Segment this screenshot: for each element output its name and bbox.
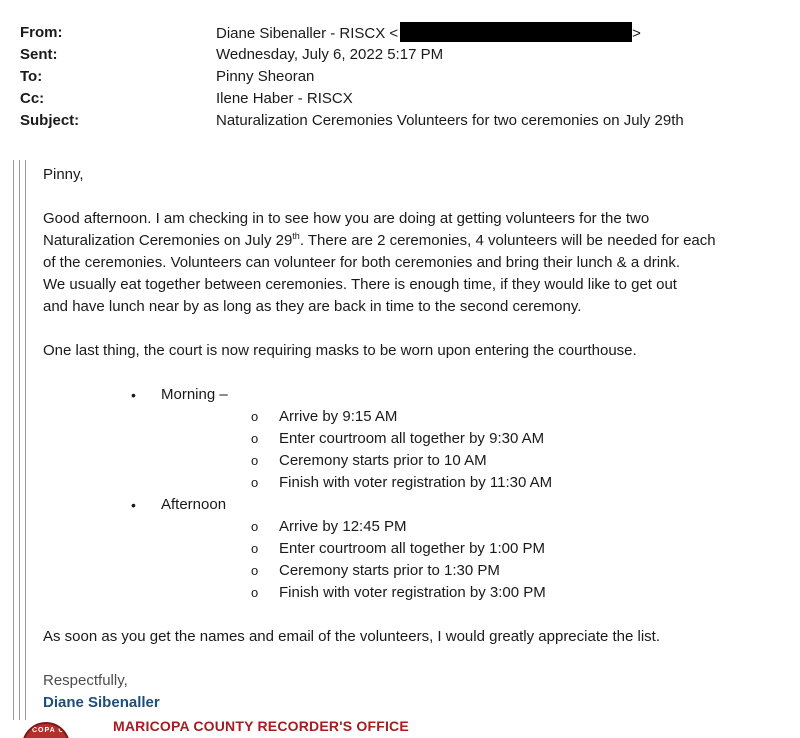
bullet-glyph: • — [131, 497, 136, 513]
sent-value: Wednesday, July 6, 2022 5:17 PM — [216, 46, 444, 63]
para1-line2-pre: Naturalization Ceremonies on July 29 — [43, 232, 293, 249]
sent-label: Sent: — [20, 46, 58, 63]
sent-row — [20, 44, 684, 66]
sub-bullet-glyph: o — [251, 453, 259, 468]
bullet-glyph: • — [131, 387, 136, 403]
subject-value: Naturalization Ceremonies Volunteers for two ceremonies on July 29th — [216, 112, 684, 129]
closing: Respectfully, — [43, 672, 128, 689]
quote-bar-outer — [13, 160, 14, 720]
signature-name: Diane Sibenaller — [43, 694, 160, 711]
schedule-label: Afternoon — [161, 496, 227, 513]
sub-bullet-glyph: o — [251, 431, 259, 446]
schedule-item — [43, 428, 793, 450]
quote-bar-inner — [25, 160, 26, 720]
para3-request: As soon as you get the names and email of the volunteers, I would greatly appreciate the list. — [43, 628, 661, 645]
from-sender: Diane Sibenaller - RISCX < — [216, 25, 399, 42]
email-header — [20, 22, 684, 132]
to-value: Pinny Sheoran — [216, 68, 315, 85]
schedule-morning — [43, 384, 793, 406]
para1-line2-sup: th — [292, 231, 300, 241]
office-name: MARICOPA COUNTY RECORDER'S OFFICE — [113, 718, 409, 734]
from-value — [216, 22, 641, 44]
schedule-label: Morning – — [161, 386, 228, 403]
sub-bullet-glyph: o — [251, 475, 259, 490]
sub-bullet-glyph: o — [251, 409, 259, 424]
sub-bullet-glyph: o — [251, 563, 259, 578]
redacted-email-block — [400, 22, 632, 42]
county-seal-icon — [22, 722, 70, 738]
email-body — [43, 164, 793, 714]
sub-bullet-glyph: o — [251, 585, 259, 600]
schedule-item — [43, 450, 793, 472]
para1-line2-post: . There are 2 ceremonies, 4 volunteers will be needed for each — [299, 232, 716, 249]
schedule-item — [43, 560, 793, 582]
cc-value: Ilene Haber - RISCX — [216, 90, 353, 107]
cc-label: Cc: — [20, 90, 45, 107]
para1-line3: of the ceremonies. Volunteers can volunteer for both ceremonies and bring their lunch & a drink. — [43, 254, 681, 271]
schedule-item-text: Ceremony starts prior to 10 AM — [279, 452, 487, 469]
greeting: Pinny, — [43, 166, 84, 183]
subject-row — [20, 110, 684, 132]
schedule-item — [43, 582, 793, 604]
schedule-item-text: Finish with voter registration by 3:00 PM — [279, 584, 546, 601]
para2-mask-notice: One last thing, the court is now requiring masks to be worn upon entering the courthouse. — [43, 342, 637, 359]
from-row — [20, 22, 684, 44]
cc-row — [20, 88, 684, 110]
to-label: To: — [20, 68, 43, 85]
para1-line5: and have lunch near by as long as they are back in time to the second ceremony. — [43, 298, 582, 315]
para1-line1: Good afternoon. I am checking in to see how you are doing at getting volunteers for the two — [43, 210, 650, 227]
sub-bullet-glyph: o — [251, 519, 259, 534]
subject-label: Subject: — [20, 112, 80, 129]
schedule-item — [43, 472, 793, 494]
schedule-item-text: Arrive by 12:45 PM — [279, 518, 407, 535]
para1-line2 — [43, 230, 793, 252]
schedule-item-text: Enter courtroom all together by 1:00 PM — [279, 540, 545, 557]
quote-bar-middle — [19, 160, 20, 720]
schedule-item — [43, 516, 793, 538]
para1-line4: We usually eat together between ceremonies. There is enough time, if they would like to get out — [43, 276, 677, 293]
schedule-item-text: Ceremony starts prior to 1:30 PM — [279, 562, 500, 579]
sub-bullet-glyph: o — [251, 541, 259, 556]
from-tail: > — [632, 25, 641, 42]
from-label: From: — [20, 24, 63, 41]
schedule-item — [43, 406, 793, 428]
schedule-item-text: Finish with voter registration by 11:30 AM — [279, 474, 553, 491]
schedule-item-text: Arrive by 9:15 AM — [279, 408, 398, 425]
seal-text: COPA C — [32, 727, 65, 734]
to-row — [20, 66, 684, 88]
schedule-item-text: Enter courtroom all together by 9:30 AM — [279, 430, 545, 447]
schedule-item — [43, 538, 793, 560]
schedule-afternoon — [43, 494, 793, 516]
schedule-list — [43, 384, 793, 604]
